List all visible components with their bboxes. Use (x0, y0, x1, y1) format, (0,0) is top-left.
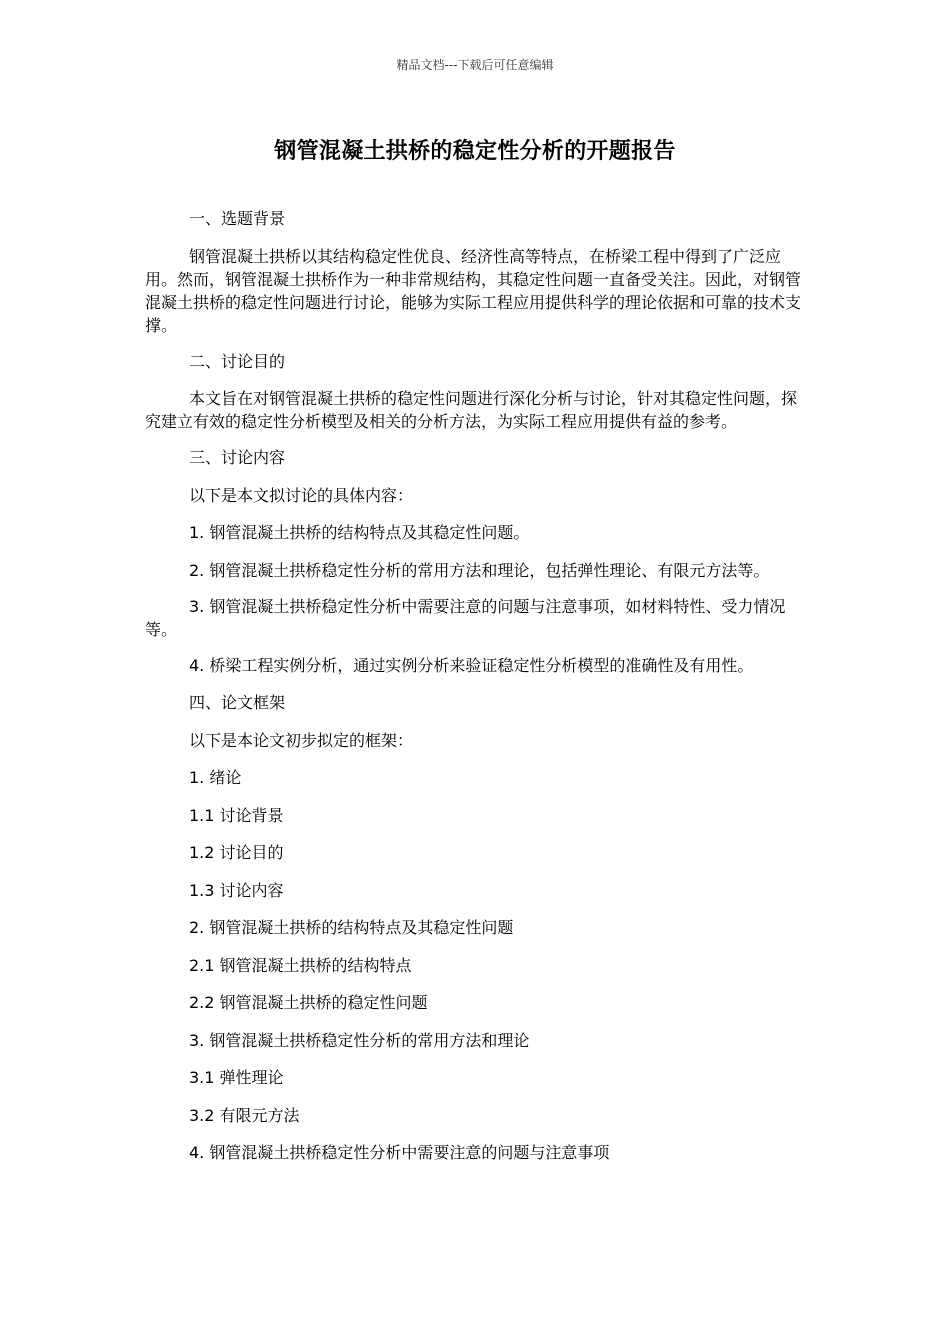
outline-item: 3.1 弹性理论 (189, 1068, 284, 1087)
outline-item: 1. 绪论 (189, 768, 242, 787)
outline-item: 2. 钢管混凝土拱桥的结构特点及其稳定性问题 (189, 918, 514, 937)
page-header: 精品文档---下载后可任意编辑 (396, 58, 554, 72)
document-title: 钢管混凝土拱桥的稳定性分析的开题报告 (274, 139, 676, 164)
outline-item: 1.1 讨论背景 (189, 805, 284, 825)
document-body (145, 207, 807, 1179)
list-item: 3. 钢管混凝土拱桥稳定性分析中需要注意的问题与注意事项，如材料特性、受力情况等。 (145, 596, 786, 639)
paragraph-background: 钢管混凝土拱桥以其结构稳定性优良、经济性高等特点，在桥梁工程中得到了广泛应用。然而，钢管混凝土拱桥作为一种非常规结构，其稳定性问题一直备受关注。因此，对钢管混凝土拱桥的稳定性问题进行讨论，能够为实际工程应用提供科学的理论依据和可靠的技术支撑。 (145, 246, 802, 335)
paragraph-content-intro: 以下是本文拟讨论的具体内容： (189, 485, 414, 505)
outline-item: 4. 钢管混凝土拱桥稳定性分析中需要注意的问题与注意事项 (189, 1143, 610, 1162)
section-heading-purpose: 二、讨论目的 (189, 351, 286, 371)
outline-item: 3.2 有限元方法 (189, 1105, 300, 1125)
outline-item: 3. 钢管混凝土拱桥稳定性分析的常用方法和理论 (189, 1030, 530, 1050)
section-heading-framework: 四、论文框架 (189, 693, 286, 712)
section-heading-content: 三、讨论内容 (189, 448, 286, 467)
paragraph-purpose: 本文旨在对钢管混凝土拱桥的稳定性问题进行深化分析与讨论，针对其稳定性问题，探究建立有效的稳定性分析模型及相关的分析方法，为实际工程应用提供有益的参考。 (145, 389, 798, 431)
section-heading-background: 一、选题背景 (189, 209, 286, 228)
outline-item: 2.2 钢管混凝土拱桥的稳定性问题 (189, 993, 428, 1012)
paragraph-framework-intro: 以下是本论文初步拟定的框架： (189, 730, 414, 750)
outline-item: 1.2 讨论目的 (189, 843, 284, 862)
list-item: 2. 钢管混凝土拱桥稳定性分析的常用方法和理论，包括弹性理论、有限元方法等。 (189, 560, 770, 580)
outline-item: 2.1 钢管混凝土拱桥的结构特点 (189, 955, 412, 975)
outline-item: 1.3 讨论内容 (189, 880, 284, 900)
list-item: 4. 桥梁工程实例分析，通过实例分析来验证稳定性分析模型的准确性及有用性。 (189, 655, 754, 675)
list-item: 1. 钢管混凝土拱桥的结构特点及其稳定性问题。 (189, 523, 530, 542)
